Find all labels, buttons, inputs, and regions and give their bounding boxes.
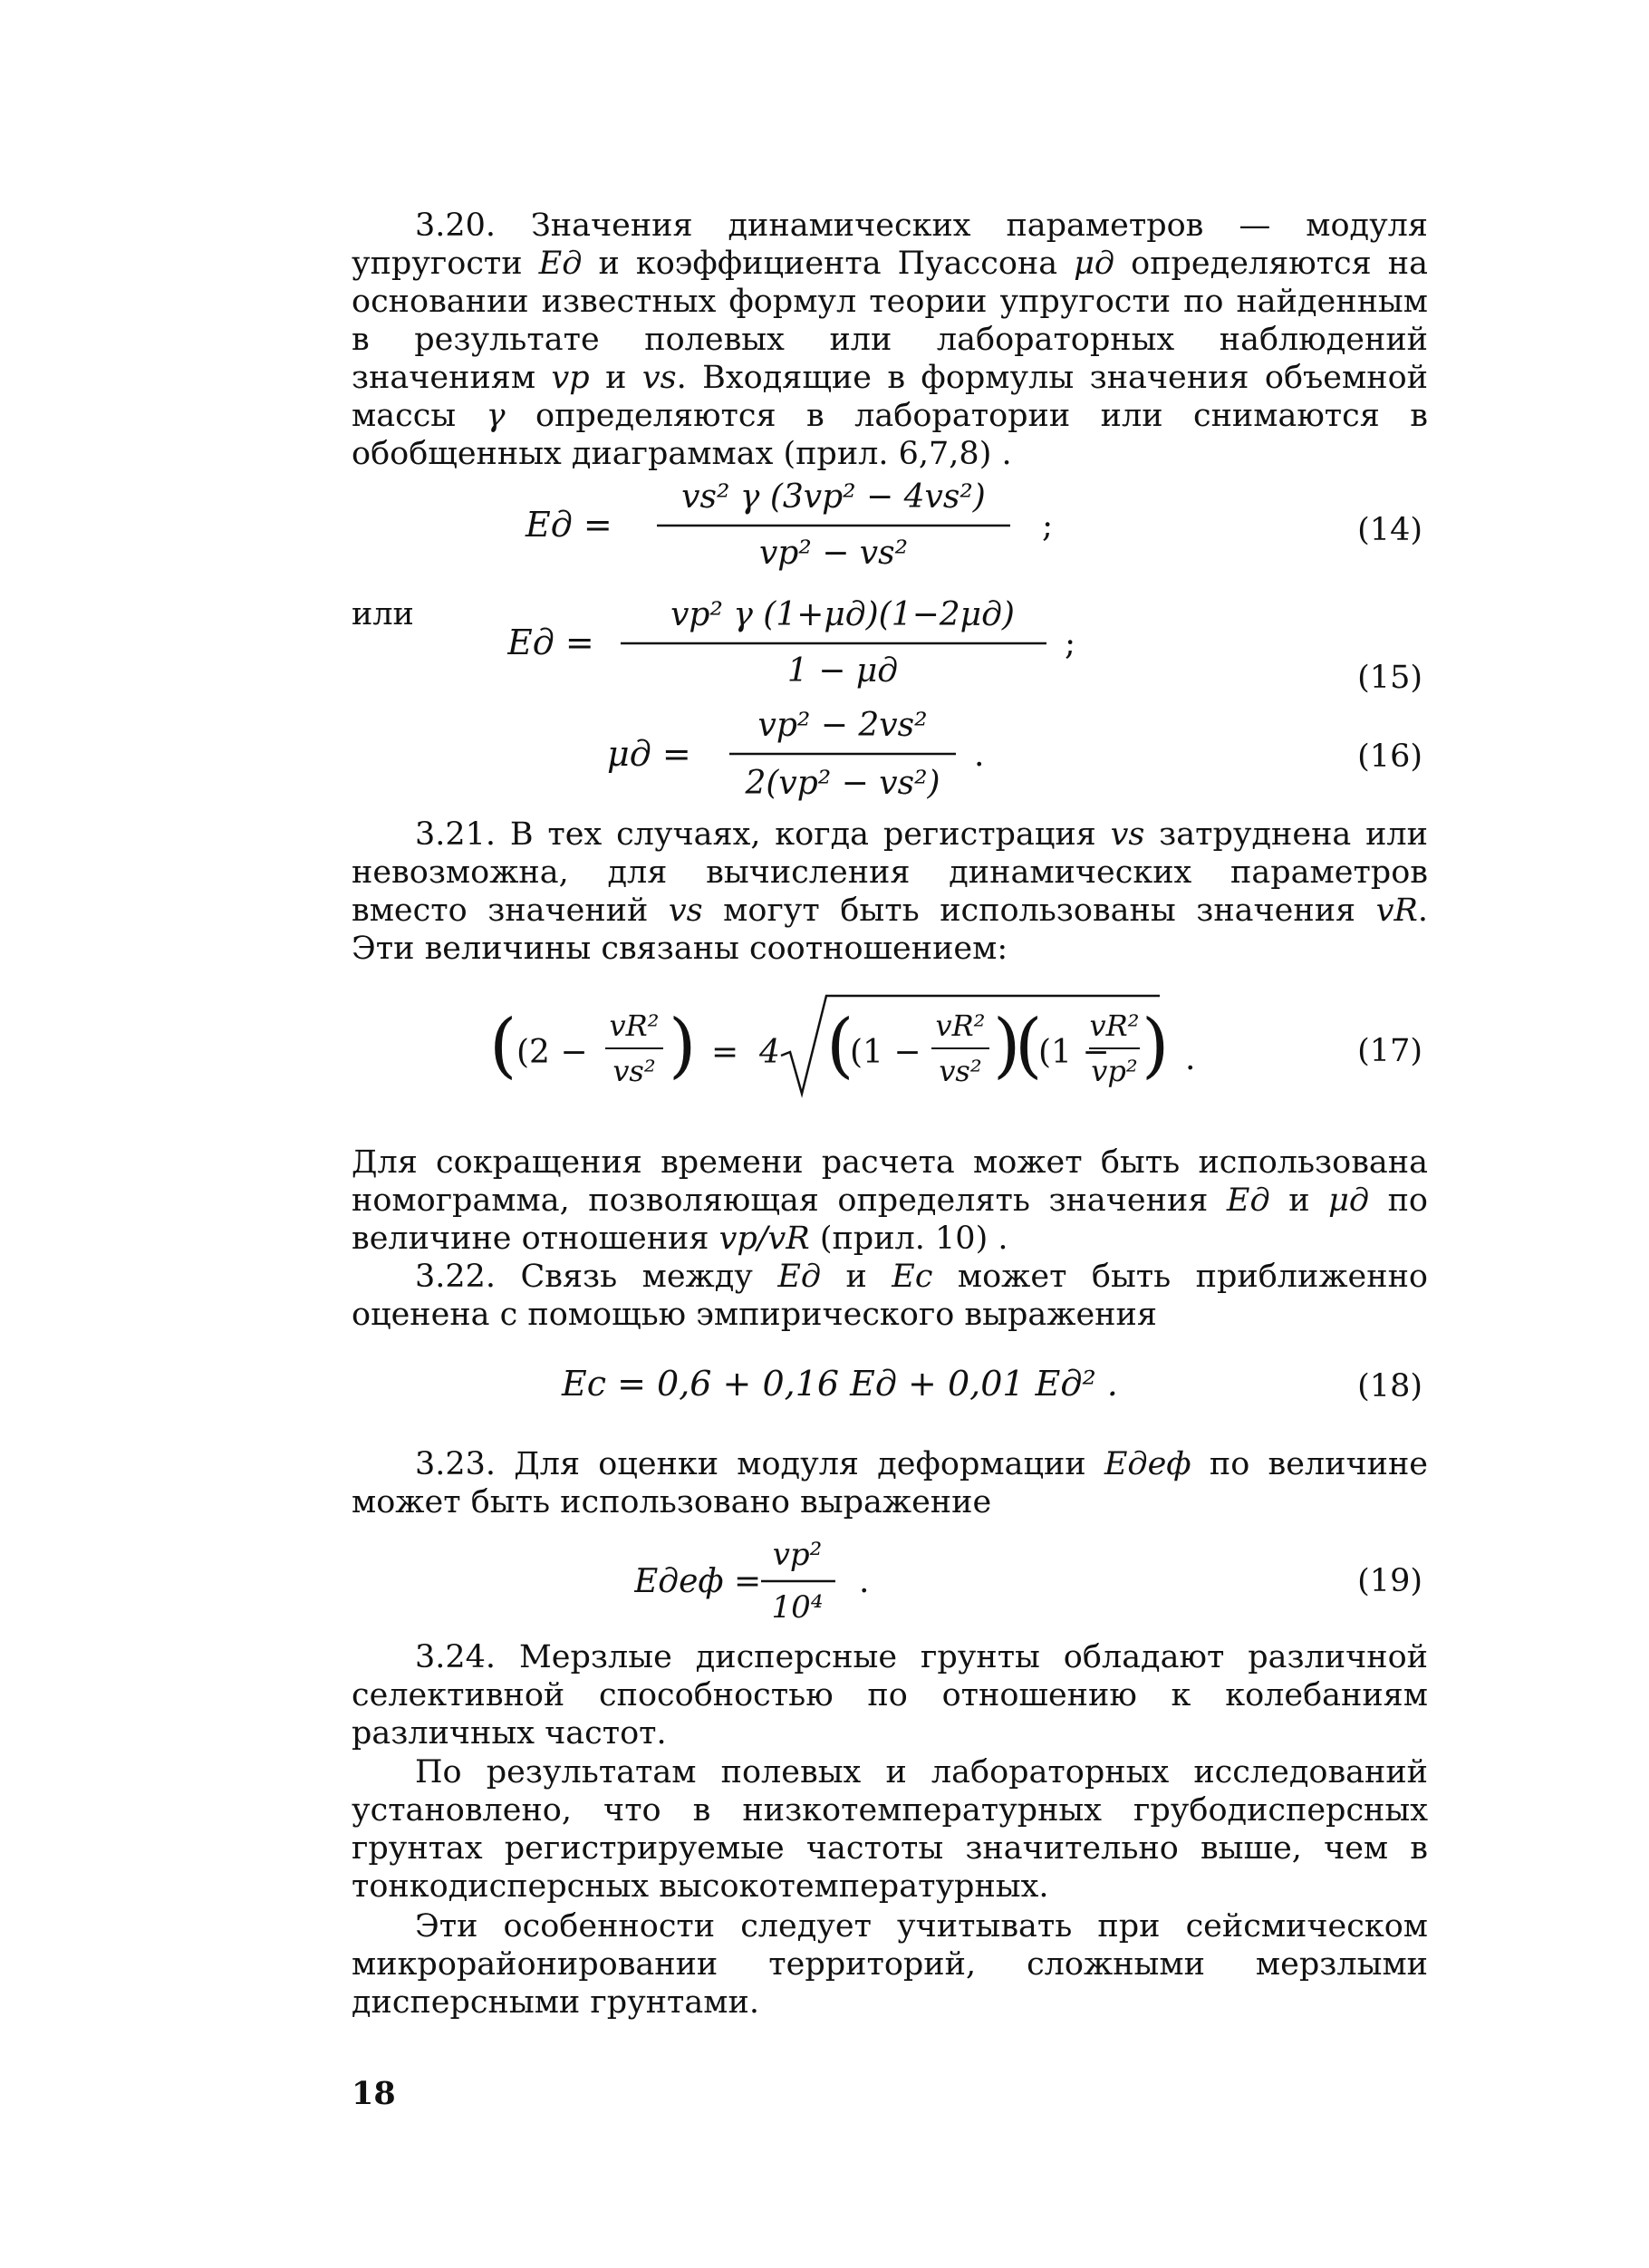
eq17-r2-open: (1 − [1038, 1034, 1110, 1071]
eq19-numerator: vp² [772, 1537, 823, 1573]
eq15-lhs: Eд = [507, 622, 594, 662]
eq17-r2-paren: ( [1015, 1005, 1043, 1086]
eq17-coef: 4 [759, 1034, 780, 1071]
text: может быть приближенно оценена с помощью эмпирического выражения [352, 1259, 1428, 1333]
text: . Входящие в формулы значения объемной массы [352, 360, 1428, 434]
eq14-numerator: vs² γ (3vp² − 4vs²) [681, 478, 986, 516]
eq17-r2-num: vR² [1089, 1009, 1140, 1043]
equation-16 [607, 698, 1006, 811]
equation-19 [634, 1527, 906, 1636]
text: по величине отношения [352, 1182, 1428, 1257]
symbol-v-r: vR [1375, 893, 1418, 929]
eq16-numerator: vp² − 2vs² [757, 707, 928, 744]
eq17-left-open: (2 − [516, 1034, 588, 1071]
text: (прил. 10) . [819, 1221, 1008, 1257]
paragraph-3-21 [352, 816, 1428, 968]
symbol-e-d: Eд [538, 246, 583, 282]
eq16-lhs: μд = [607, 734, 691, 774]
symbol-ratio: vp/vR [718, 1221, 810, 1257]
text: 3.21. В тех случаях, когда регистрация [415, 816, 1096, 853]
eq17-paren-left: ( [489, 1005, 517, 1086]
equation-number-19: (19) [1357, 1563, 1422, 1599]
page-number: 18 [352, 2075, 396, 2112]
eq17-punct: . [1185, 1040, 1196, 1077]
paragraph-nomogram [352, 1144, 1428, 1258]
text: 3.20. Значения динамических параметров — модуля упругости [352, 207, 1428, 282]
eq16-denominator: 2(vp² − vs²) [745, 765, 940, 802]
eq17-left-close: ) [669, 1005, 697, 1086]
symbol-v-s: vs [641, 360, 677, 396]
text: и [1288, 1182, 1310, 1219]
equation-number-17: (17) [1357, 1033, 1422, 1069]
paragraph-3-24: 3.24. Мерзлые дисперсные грунты обладают различной селективной способностью по отношению к колебаниям различных частот. [352, 1639, 1428, 1752]
equation-number-16: (16) [1357, 738, 1422, 775]
equation-number-18: (18) [1357, 1368, 1422, 1404]
symbol-e-d: Eд [1226, 1182, 1270, 1219]
eq17-left-den: vs² [612, 1054, 656, 1088]
text: 3.22. Связь между [415, 1259, 753, 1295]
symbol-v-s: vs [1110, 816, 1145, 853]
paragraph-results: По результатам полевых и лабораторных исследований установлено, что в низкотемпературных грубодисперсных грунтах регистрируемые частоты значительно выше, чем в тонкодисперсных высокотемпературных. [352, 1754, 1428, 1905]
eq17-equals: = [711, 1034, 739, 1071]
equation-17 [489, 983, 1214, 1119]
symbol-e-d: Eд [777, 1259, 822, 1295]
text: 3.23. Для оценки модуля деформации [415, 1446, 1086, 1482]
text: и коэффициента Пуассона [598, 246, 1058, 282]
eq14-denominator: vp² − vs² [758, 535, 909, 572]
text: . Эти величины связаны соотношением: [352, 893, 1428, 967]
text: по величине может быть использовано выражение [352, 1446, 1428, 1520]
eq17-left-num: vR² [609, 1009, 660, 1043]
equation-14 [507, 471, 1087, 580]
paragraph-3-23 [352, 1445, 1428, 1521]
text: определяются в лаборатории или снимаются в обобщенных диаграммах (прил. 6,7,8) . [352, 398, 1428, 472]
equation-15 [507, 589, 1087, 698]
eq17-r2-den: vp² [1091, 1054, 1138, 1088]
text: и [605, 360, 627, 396]
text: Для сокращения времени расчета может быть использована номограмма, позволяющая определять значения [352, 1144, 1428, 1219]
symbol-mu-d: μд [1328, 1182, 1370, 1219]
paragraph-features: Эти особенности следует учитывать при сейсмическом микрорайонировании территорий, сложными мерзлыми дисперсными грунтами. [352, 1908, 1428, 2021]
text: и [845, 1259, 867, 1295]
symbol-v-s: vs [668, 893, 703, 929]
eq17-r1-paren: ( [826, 1005, 854, 1086]
paragraph-3-20 [352, 207, 1428, 473]
symbol-mu-d: μд [1074, 246, 1115, 282]
eq14-punct: ; [1042, 507, 1054, 545]
text: затруднена или невозможна, для вычисления динамических параметров вместо значений [352, 816, 1428, 929]
eq17-r1-open: (1 − [850, 1034, 921, 1071]
eq17-r2-close: ) [1142, 1005, 1170, 1086]
eq15-numerator: vp² γ (1+μд)(1−2μд) [670, 596, 1015, 633]
eq19-denominator: 10⁴ [771, 1589, 824, 1626]
eq17-r1-den: vs² [939, 1054, 982, 1088]
paragraph-3-22 [352, 1258, 1428, 1334]
equation-18: Eс = 0,6 + 0,16 Eд + 0,01 Eд² . [562, 1364, 1118, 1404]
eq17-r1-close: ) [993, 1005, 1021, 1086]
eq14-lhs: Eд = [526, 505, 612, 545]
symbol-e-c: Eс [892, 1259, 933, 1295]
equation-number-15: (15) [1357, 660, 1422, 696]
text: могут быть использованы значения [723, 893, 1356, 929]
symbol-e-def: Eдеф [1104, 1446, 1191, 1482]
eq15-punct: ; [1065, 625, 1076, 662]
eq19-lhs: Eдеф = [634, 1563, 762, 1600]
symbol-gamma: γ [486, 398, 506, 434]
symbol-v-p: vp [551, 360, 590, 396]
text: определяются на основании известных формул теории упругости по найденным в результате полевых или лабораторных наблюдений значениям [352, 246, 1428, 396]
eq17-r1-num: vR² [935, 1009, 986, 1043]
eq15-denominator: 1 − μд [786, 652, 899, 690]
eq19-punct: . [859, 1563, 870, 1600]
eq16-punct: . [974, 737, 985, 774]
equation-number-14: (14) [1357, 512, 1422, 548]
word-ili: или [352, 596, 414, 632]
